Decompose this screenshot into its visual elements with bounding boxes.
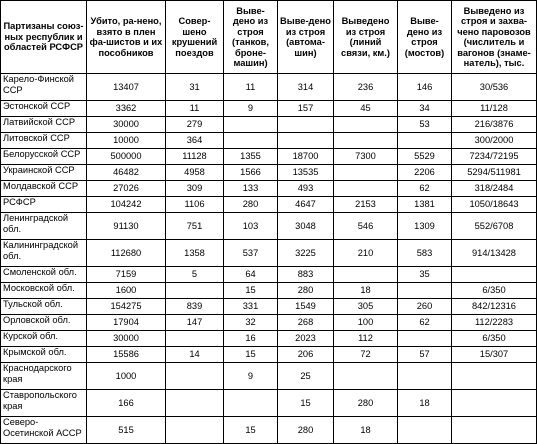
value-cell — [278, 117, 334, 133]
value-cell: 216/3876 — [452, 117, 537, 133]
value-cell: 1106 — [166, 197, 224, 213]
region-name-cell: Карело-Финской ССР — [1, 74, 87, 101]
region-name-cell: РСФСР — [1, 197, 87, 213]
value-cell — [334, 267, 398, 283]
value-cell: 10000 — [87, 133, 166, 149]
value-cell: 280 — [334, 390, 398, 417]
value-cell: 112 — [334, 331, 398, 347]
region-name-cell: Орловской обл. — [1, 315, 87, 331]
value-cell: 34 — [398, 101, 452, 117]
table-row — [1, 117, 537, 133]
value-cell — [166, 363, 224, 390]
value-cell — [224, 133, 278, 149]
value-cell: 11128 — [166, 149, 224, 165]
value-cell: 15 — [224, 283, 278, 299]
value-cell: 364 — [166, 133, 224, 149]
table-row — [1, 213, 537, 240]
value-cell — [452, 417, 537, 444]
value-cell: 166 — [87, 390, 166, 417]
region-name-cell: Московской обл. — [1, 283, 87, 299]
value-cell: 3048 — [278, 213, 334, 240]
value-cell — [334, 363, 398, 390]
value-cell: 279 — [166, 117, 224, 133]
region-name-cell: Краснодарского края — [1, 363, 87, 390]
value-cell: 91130 — [87, 213, 166, 240]
value-cell: 146 — [398, 74, 452, 101]
value-cell: 1600 — [87, 283, 166, 299]
value-cell — [278, 133, 334, 149]
value-cell: 260 — [398, 299, 452, 315]
value-cell — [334, 181, 398, 197]
value-cell: 7300 — [334, 149, 398, 165]
value-cell: 305 — [334, 299, 398, 315]
value-cell — [334, 117, 398, 133]
table-row — [1, 331, 537, 347]
table-row — [1, 165, 537, 181]
value-cell: 842/12316 — [452, 299, 537, 315]
value-cell — [224, 117, 278, 133]
value-cell: 11 — [224, 74, 278, 101]
table-row — [1, 149, 537, 165]
value-cell: 1355 — [224, 149, 278, 165]
value-cell: 3362 — [87, 101, 166, 117]
value-cell: 280 — [278, 417, 334, 444]
value-cell — [224, 390, 278, 417]
value-cell: 280 — [224, 197, 278, 213]
value-cell: 318/2484 — [452, 181, 537, 197]
value-cell: 6/350 — [452, 283, 537, 299]
header-cell-casualties: Убито, ра-нено, взято в плен фа-шистов и их пособников — [87, 1, 166, 74]
value-cell: 9 — [224, 363, 278, 390]
table-row — [1, 181, 537, 197]
value-cell: 583 — [398, 240, 452, 267]
value-cell: 2023 — [278, 331, 334, 347]
value-cell: 5294/511981 — [452, 165, 537, 181]
value-cell: 500000 — [87, 149, 166, 165]
value-cell: 9 — [224, 101, 278, 117]
value-cell: 72 — [334, 347, 398, 363]
value-cell: 15586 — [87, 347, 166, 363]
value-cell — [452, 363, 537, 390]
value-cell: 13535 — [278, 165, 334, 181]
header-cell-region: Партизаны союз-ных республик и областей РСФСР — [1, 1, 87, 74]
header-cell-train-wrecks: Совер-шено крушений поездов — [166, 1, 224, 74]
value-cell: 112680 — [87, 240, 166, 267]
value-cell: 147 — [166, 315, 224, 331]
value-cell: 314 — [278, 74, 334, 101]
value-cell: 5529 — [398, 149, 452, 165]
value-cell: 57 — [398, 347, 452, 363]
value-cell: 4647 — [278, 197, 334, 213]
value-cell — [398, 417, 452, 444]
region-name-cell: Курской обл. — [1, 331, 87, 347]
region-name-cell: Белорусской ССР — [1, 149, 87, 165]
value-cell: 18 — [334, 417, 398, 444]
header-row — [1, 1, 537, 74]
region-name-cell: Эстонской ССР — [1, 101, 87, 117]
value-cell: 46482 — [87, 165, 166, 181]
value-cell — [398, 331, 452, 347]
table-body — [1, 74, 537, 444]
value-cell: 62 — [398, 181, 452, 197]
header-cell-locomotives-wagons: Выведено из строя и захва-чено паровозов (числитель и вагонов (знаме-натель), тыс. — [452, 1, 537, 74]
value-cell: 4958 — [166, 165, 224, 181]
region-name-cell: Смоленской обл. — [1, 267, 87, 283]
value-cell: 154275 — [87, 299, 166, 315]
region-name-cell: Калининградской обл. — [1, 240, 87, 267]
value-cell: 493 — [278, 181, 334, 197]
value-cell: 914/13428 — [452, 240, 537, 267]
value-cell: 35 — [398, 267, 452, 283]
value-cell: 104242 — [87, 197, 166, 213]
value-cell: 1381 — [398, 197, 452, 213]
value-cell: 25 — [278, 363, 334, 390]
value-cell: 2206 — [398, 165, 452, 181]
value-cell: 15 — [224, 347, 278, 363]
header-cell-bridges: Выве-дено из строя (мостов) — [398, 1, 452, 74]
value-cell: 11 — [166, 101, 224, 117]
value-cell: 103 — [224, 213, 278, 240]
value-cell: 5 — [166, 267, 224, 283]
value-cell: 30/536 — [452, 74, 537, 101]
value-cell: 1309 — [398, 213, 452, 240]
value-cell: 18700 — [278, 149, 334, 165]
table-row — [1, 283, 537, 299]
value-cell: 53 — [398, 117, 452, 133]
header-cell-tanks: Выве-дено из строя (танков, броне-машин) — [224, 1, 278, 74]
value-cell: 157 — [278, 101, 334, 117]
value-cell: 3225 — [278, 240, 334, 267]
value-cell: 13407 — [87, 74, 166, 101]
value-cell: 15/307 — [452, 347, 537, 363]
value-cell — [334, 165, 398, 181]
value-cell: 30000 — [87, 117, 166, 133]
table-row — [1, 299, 537, 315]
value-cell: 30000 — [87, 331, 166, 347]
table-row — [1, 267, 537, 283]
region-name-cell: Молдавской ССР — [1, 181, 87, 197]
value-cell: 751 — [166, 213, 224, 240]
value-cell — [398, 363, 452, 390]
value-cell — [398, 133, 452, 149]
value-cell: 64 — [224, 267, 278, 283]
value-cell: 112/2283 — [452, 315, 537, 331]
header-cell-vehicles: Выве-дено из строя (автома-шин) — [278, 1, 334, 74]
value-cell: 300/2000 — [452, 133, 537, 149]
value-cell: 45 — [334, 101, 398, 117]
value-cell: 839 — [166, 299, 224, 315]
region-name-cell: Латвийской ССР — [1, 117, 87, 133]
region-name-cell: Ставропольского края — [1, 390, 87, 417]
table-row — [1, 417, 537, 444]
value-cell: 206 — [278, 347, 334, 363]
table-row — [1, 74, 537, 101]
value-cell: 546 — [334, 213, 398, 240]
value-cell — [452, 267, 537, 283]
value-cell: 280 — [278, 283, 334, 299]
value-cell: 1549 — [278, 299, 334, 315]
value-cell: 331 — [224, 299, 278, 315]
value-cell: 1000 — [87, 363, 166, 390]
value-cell: 62 — [398, 315, 452, 331]
value-cell: 537 — [224, 240, 278, 267]
value-cell: 883 — [278, 267, 334, 283]
value-cell: 7159 — [87, 267, 166, 283]
value-cell: 27026 — [87, 181, 166, 197]
value-cell: 1050/18643 — [452, 197, 537, 213]
value-cell — [334, 133, 398, 149]
region-name-cell: Крымской обл. — [1, 347, 87, 363]
value-cell — [398, 283, 452, 299]
region-name-cell: Украинской ССР — [1, 165, 87, 181]
region-name-cell: Тульской обл. — [1, 299, 87, 315]
table-row — [1, 363, 537, 390]
value-cell: 133 — [224, 181, 278, 197]
value-cell: 268 — [278, 315, 334, 331]
value-cell: 1358 — [166, 240, 224, 267]
value-cell: 100 — [334, 315, 398, 331]
value-cell — [452, 390, 537, 417]
value-cell: 15 — [278, 390, 334, 417]
value-cell: 11/128 — [452, 101, 537, 117]
value-cell: 309 — [166, 181, 224, 197]
value-cell: 552/6708 — [452, 213, 537, 240]
value-cell: 18 — [398, 390, 452, 417]
header-cell-communication-lines: Выведено из строя (линий связи, км.) — [334, 1, 398, 74]
table-row — [1, 390, 537, 417]
value-cell: 14 — [166, 347, 224, 363]
value-cell: 1566 — [224, 165, 278, 181]
value-cell: 18 — [334, 283, 398, 299]
value-cell: 2153 — [334, 197, 398, 213]
value-cell: 17904 — [87, 315, 166, 331]
table-row — [1, 197, 537, 213]
value-cell — [166, 417, 224, 444]
table-row — [1, 347, 537, 363]
table-row — [1, 240, 537, 267]
value-cell: 236 — [334, 74, 398, 101]
value-cell: 31 — [166, 74, 224, 101]
value-cell: 32 — [224, 315, 278, 331]
value-cell — [166, 331, 224, 347]
value-cell: 7234/72195 — [452, 149, 537, 165]
region-name-cell: Ленинградской обл. — [1, 213, 87, 240]
value-cell: 210 — [334, 240, 398, 267]
value-cell: 515 — [87, 417, 166, 444]
region-name-cell: Литовской ССР — [1, 133, 87, 149]
value-cell — [166, 390, 224, 417]
value-cell: 16 — [224, 331, 278, 347]
value-cell: 15 — [224, 417, 278, 444]
value-cell — [166, 283, 224, 299]
table-row — [1, 101, 537, 117]
region-name-cell: Северо-Осетинской АССР — [1, 417, 87, 444]
table-row — [1, 315, 537, 331]
table-row — [1, 133, 537, 149]
value-cell: 6/350 — [452, 331, 537, 347]
